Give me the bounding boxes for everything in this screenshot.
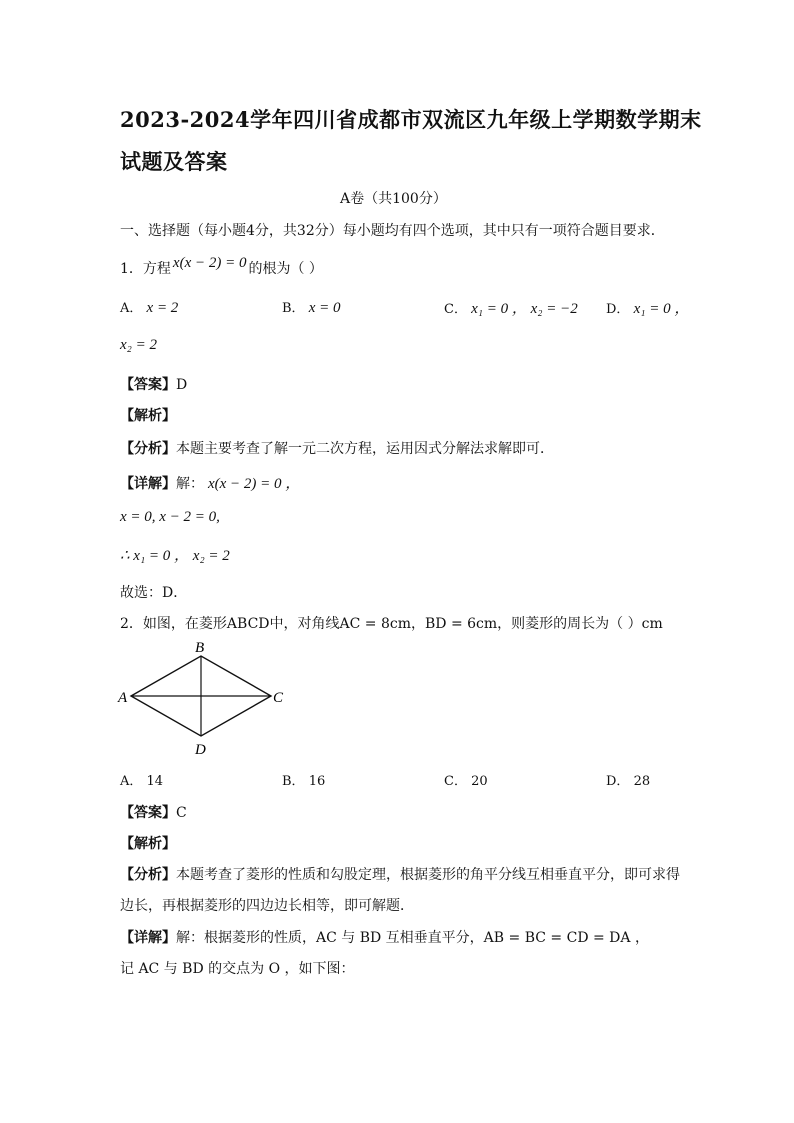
answer-label: 【答案】	[120, 377, 176, 393]
q2-option-a[interactable]	[120, 770, 163, 789]
step-1: x(x − 2) = 0 ，	[208, 476, 301, 492]
q2-stem	[120, 613, 663, 633]
fenxi-label: 【分析】	[120, 441, 176, 457]
option-label: A．	[120, 301, 143, 316]
q1-stem	[120, 255, 323, 278]
vertex-label-d: D	[195, 742, 206, 758]
vertex-label-b: B	[195, 640, 205, 656]
document-title-line-2: 试题及答案	[120, 149, 228, 174]
q1-option-d[interactable]	[606, 297, 689, 318]
option-label: D．	[606, 302, 630, 317]
q2-number: 2．	[120, 616, 143, 632]
q1-option-b[interactable]	[282, 297, 340, 317]
q1-analysis-label: 【解析】	[120, 408, 176, 424]
q1-option-c[interactable]	[444, 297, 578, 318]
answer-label: 【答案】	[120, 805, 176, 821]
q1-step-2: x = 0, x − 2 = 0,	[120, 509, 220, 525]
q1-option-a[interactable]	[120, 297, 178, 317]
fenxi-label: 【分析】	[120, 867, 176, 883]
xiangjie-pre: 解：	[176, 476, 204, 492]
q2-answer	[120, 802, 187, 822]
option-label: A．	[120, 774, 143, 789]
xiangjie-label: 【详解】	[120, 476, 176, 492]
q2-analysis-label: 【解析】	[120, 836, 176, 852]
q1-step-3: ∴ x₁ = 0 ， x₂ = 2	[120, 548, 230, 564]
option-label: C．	[444, 302, 467, 317]
answer-value: C	[176, 805, 187, 821]
q1-xiangjie	[120, 472, 300, 493]
option-text: x = 0	[308, 300, 341, 316]
section-heading: A卷（共100分）	[340, 191, 447, 207]
q2-fenxi-line-2: 边长，再根据菱形的四边边长相等，即可解题．	[120, 898, 414, 914]
q1-option-d-continued: x₂ = 2	[120, 337, 157, 353]
option-label: B．	[282, 774, 305, 789]
vertex-label-c: C	[273, 690, 284, 706]
option-text: 14	[146, 774, 164, 789]
q2-stem-text: 如图，在菱形ABCD中，对角线AC = 8cm，BD = 6cm，则菱形的周长为（ ）cm	[142, 616, 663, 632]
answer-value: D	[176, 377, 188, 393]
q1-number: 1．	[120, 261, 143, 277]
q2-xiangjie	[120, 927, 649, 947]
part-heading: 一、选择题（每小题4分，共32分）每小题均有四个选项，其中只有一项符合题目要求．	[120, 223, 665, 239]
document-title-line-1: 2023-2024学年四川省成都市双流区九年级上学期数学期末	[120, 107, 702, 132]
option-text: x₁ = 0 ，	[633, 301, 690, 317]
rhombus-figure	[115, 636, 295, 760]
option-text: x = 2	[146, 300, 179, 316]
fenxi-text: 本题考查了菱形的性质和勾股定理，根据菱形的角平分线互相垂直平分，即可求得	[176, 867, 680, 883]
option-text: 20	[471, 774, 488, 789]
q1-answer	[120, 374, 187, 394]
q2-last-line: 记 AC 与 BD 的交点为 O ，如下图：	[120, 961, 355, 977]
option-text: x₁ = 0 ， x₂ = −2	[471, 301, 578, 317]
q2-option-d[interactable]	[606, 770, 650, 789]
option-label: C．	[444, 774, 467, 789]
q1-conclusion: 故选：D．	[120, 585, 188, 601]
q1-stem-pre: 方程	[142, 261, 171, 277]
q1-stem-post: 的根为（ ）	[248, 261, 323, 277]
fenxi-text: 本题主要考查了解一元二次方程，运用因式分解法求解即可．	[176, 441, 554, 457]
q1-equation: x(x − 2) = 0	[172, 255, 247, 271]
q2-option-b[interactable]	[282, 770, 325, 789]
option-label: D．	[606, 774, 630, 789]
xiangjie-text: 解：根据菱形的性质，AC 与 BD 互相垂直平分，AB = BC = CD = DA ，	[176, 930, 649, 946]
xiangjie-label: 【详解】	[120, 930, 176, 946]
q2-fenxi-line-1	[120, 864, 680, 884]
option-text: 16	[308, 774, 326, 789]
vertex-label-a: A	[118, 690, 128, 706]
q2-option-c[interactable]	[444, 770, 488, 789]
q1-fenxi	[120, 438, 554, 458]
option-text: 28	[633, 774, 651, 789]
option-label: B．	[282, 301, 305, 316]
